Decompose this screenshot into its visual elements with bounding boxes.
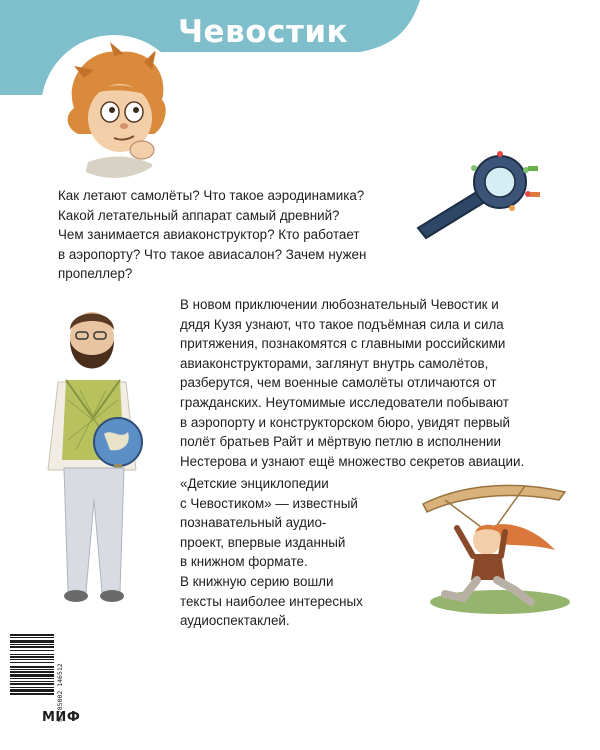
barcode-bar bbox=[10, 671, 54, 673]
barcode-bar bbox=[10, 646, 54, 648]
barcode-bar bbox=[10, 678, 54, 679]
barcode-bar bbox=[10, 640, 54, 643]
questions-paragraph bbox=[58, 186, 366, 284]
chevostik-with-glider-illustration bbox=[405, 470, 575, 620]
series-info-paragraph bbox=[180, 474, 363, 631]
series-info-line: познавательный аудио- bbox=[180, 515, 327, 531]
barcode-bar bbox=[10, 637, 54, 638]
series-info-line: тексты наиболее интересных bbox=[180, 593, 363, 609]
questions-line: Как летают самолёты? Что такое аэродинамика? bbox=[58, 188, 365, 203]
story-line: притяжения, познакомятся с главными российскими bbox=[180, 336, 506, 352]
barcode-bar bbox=[10, 650, 54, 651]
story-line: Нестерова и узнают ещё множество секретов авиации. bbox=[180, 453, 525, 469]
story-line: полёт братьев Райт и мёртвую петлю в исполнении bbox=[180, 434, 501, 450]
story-line: разберутся, чем военные самолёты отличаются от bbox=[180, 375, 497, 391]
barcode-bar bbox=[10, 659, 54, 660]
barcode-bar bbox=[10, 634, 54, 636]
barcode-bar bbox=[10, 656, 54, 658]
barcode-bar bbox=[10, 669, 54, 670]
series-info-line: В книжную серию вошли bbox=[180, 573, 334, 589]
chevostik-portrait bbox=[44, 38, 184, 178]
story-line: гражданских. Неутомимые исследователи побывают bbox=[180, 394, 509, 410]
story-paragraph bbox=[180, 295, 524, 471]
questions-line: в аэропорту? Что такое авиасалон? Зачем нужен bbox=[58, 246, 367, 262]
magnifier-gadget-illustration bbox=[410, 150, 550, 240]
barcode-bar bbox=[10, 674, 54, 677]
series-info-line: проект, впервые изданный bbox=[180, 534, 346, 550]
series-info-line: с Чевостиком» — известный bbox=[180, 495, 358, 511]
story-line: в аэропорту и конструкторском бюро, увидят первый bbox=[180, 414, 511, 430]
barcode-bar bbox=[10, 644, 54, 645]
uncle-kuzya-illustration bbox=[40, 300, 160, 610]
barcode-bar bbox=[10, 681, 54, 682]
barcode-bar bbox=[10, 654, 54, 655]
barcode-bar bbox=[10, 687, 54, 688]
barcode-bar bbox=[10, 683, 54, 685]
story-line: В новом приключении любознательный Чевостик и bbox=[180, 297, 499, 312]
barcode-bar bbox=[10, 693, 54, 695]
publisher-logo: МИФ bbox=[42, 710, 81, 725]
story-line: дядя Кузя узнают, что такое подъёмная сила и сила bbox=[180, 316, 504, 332]
series-info-line: «Детские энциклопедии bbox=[180, 476, 329, 491]
barcode-number: 9 785002 146512 bbox=[56, 663, 64, 722]
barcode-bar bbox=[10, 662, 54, 663]
barcode-bar bbox=[10, 689, 54, 692]
questions-line: пропеллер? bbox=[58, 266, 133, 282]
series-info-line: аудиоспектаклей. bbox=[180, 613, 290, 629]
series-info-line: в книжном формате. bbox=[180, 554, 308, 570]
questions-line: Чем занимается авиаконструктор? Кто работает bbox=[58, 227, 360, 243]
barcode-bar bbox=[10, 666, 54, 668]
questions-line: Какой летательный аппарат самый древний? bbox=[58, 207, 340, 223]
series-title: Чевостик bbox=[178, 14, 349, 50]
story-line: авиаконструкторами, заглянут внутрь самолётов, bbox=[180, 355, 489, 371]
chevostik-face-illustration bbox=[44, 38, 184, 178]
